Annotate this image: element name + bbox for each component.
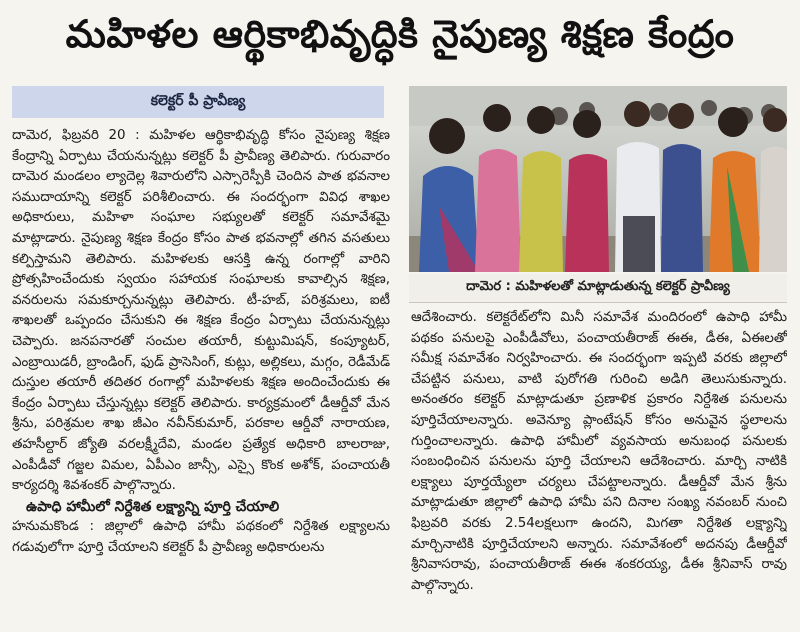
photo-illustration [409, 86, 787, 272]
news-photo [409, 86, 787, 272]
article-paragraph: ఆదేశించారు. కలెక్టరేట్‌లోని మినీ సమావేశ మందిరంలో ఉపాధి హామీ పథకం పనులపై ఎంపీడీవోలు, పంచాయతీరాజ్ ఈఈ, డీఈ, ఏఈలతో సమీక్ష సమావేశం నిర్వహించారు. ఈ సందర్భంగా ఇప్పటి వరకు జిల్లాలో చేపట్టిన పనులు, వాటి పురోగతి గురించి అడిగి తెలుసుకున్నారు. అనంతరం కలెక్టర్ మాట్లాడుతూ ప్రణాళిక ప్రకారం నిర్దేశిత పనులను పూర్తిచేయాలన్నారు. అవెన్యూ ప్లాంటేషన్ కోసం అనువైన స్థలాలను గుర్తించాలన్నారు. ఉపాధి హామీలో వ్యవసాయ అనుబంధ పనులకు సంబంధించిన పనులను పూర్తి చేయాలని ఆదేశించారు. మార్చి నాటికి లక్ష్యాలు పూర్తయ్యేలా చర్యలు చేపట్టాలన్నారు. డీఆర్డీవో మేన శ్రీను మాట్లాడుతూ జిల్లాలో ఉపాధి హామీ పని దినాల సంఖ్య నవంబర్ నుంచి ఫిబ్రవరి వరకు 2.54లక్షలుగా ఉందని, మిగతా నిర్దేశిత లక్ష్యాన్ని మార్చినాటికి పూర్తిచేయాలని అన్నారు. సమావేశంలో అదనపు డీఆర్డీవో శ్రీనివాసరావు, పంచాయతీరాజ్ ఈఈ శంకరయ్య, డీఈ శ్రీనివాస్ రావు పాల్గొన్నారు. [411, 310, 787, 593]
article-paragraph: హనుమకొండ : జిల్లాలో ఉపాధి హామీ పథకంలో నిర్దేశిత లక్ష్యాలను గడువులోగా పూర్తి చేయాలని కలెక్టర్ పీ ప్రావీణ్య అధికారులను [12, 519, 390, 555]
photo-caption [409, 274, 787, 303]
article-column-left [12, 126, 390, 632]
article-headline: మహిళల ఆర్థికాభివృద్ధికి నైపుణ్య శిక్షణ కేంద్రం [65, 12, 735, 56]
article-paragraph: దామెర, ఫిబ్రవరి 20 : మహిళల ఆర్థికాభివృద్ధి కోసం నైపుణ్య శిక్షణ కేంద్రాన్ని ఏర్పాటు చేయనున్నట్లు కలెక్టర్ పీ ప్రావీణ్య తెలిపారు. గురువారం దామెర మండలం ల్యాదెల్ల శివారులోని ఎస్సారెస్పీకి చెందిన పాత భవనాల సముదాయాన్ని కలెక్టర్ పరిశీలించారు. ఈ సందర్భంగా వివిధ శాఖల అధికారులు, మహిళా సంఘాల సభ్యులతో కలెక్టర్ సమావేశమై మాట్లాడారు. నైపుణ్య శిక్షణ కేంద్రం కోసం పాత భవనాల్లో తగిన వసతులు కల్పిస్తామని తెలిపారు. మహిళలకు ఆసక్తి ఉన్న రంగాల్లో వారిని ప్రోత్సహించేందుకు స్వయం సహాయక సంఘాలకు కావాల్సిన శిక్షణ, వనరులను సమకూర్చనున్నట్లు తెలిపారు. టీ-హబ్, పరిశ్రమలు, ఐటీ శాఖలతో ఒప్పందం చేసుకుని ఈ శిక్షణ కేంద్రం ఏర్పాటు చేయనున్నట్లు చెప్పారు. జనపనారతో సంచుల తయారీ, కుట్టుమిషన్, కంప్యూటర్, ఎంబ్రాయిడరీ, బ్రాండింగ్, ఫుడ్ ప్రాసెసింగ్, కుట్లు, అల్లికలు, మగ్గం, రెడీమేడ్ దుస్తుల తయారీ తదితర రంగాల్లో మహిళలకు శిక్షణ అందించేందుకు ఈ కేంద్రం ఏర్పాటు చేస్తున్నట్లు కలెక్టర్ తెలిపారు. కార్యక్రమంలో డీఆర్డీవో మేన శ్రీను, పరిశ్రమల శాఖ జీఎం నవీన్‌కుమార్, పరకాల ఆర్డీవో నారాయణ, తహసీల్దార్ జ్యోతి వరలక్ష్మీదేవి, మండల ప్రత్యేక అధికారి బాలరాజు, ఎంపీడీవో గజ్జల విమల, ఏపీఎం జాన్సీ, ఎస్సై కొంక అశోక్, పంచాయతీ కార్యదర్శి శివశంకర్ పాల్గొన్నారు. [12, 128, 390, 494]
byline-text: కలెక్టర్ పీ ప్రావీణ్య [150, 92, 246, 109]
photo-caption-text: దామెర : మహిళలతో మాట్లాడుతున్న కలెక్టర్ ప్రావీణ్య [466, 279, 730, 294]
article-subheading: ఉపాధి హామీలో నిర్దేశిత లక్ష్యాన్ని పూర్తి చేయాలి [26, 498, 280, 515]
article-column-right [411, 308, 787, 632]
byline-banner [12, 86, 384, 118]
